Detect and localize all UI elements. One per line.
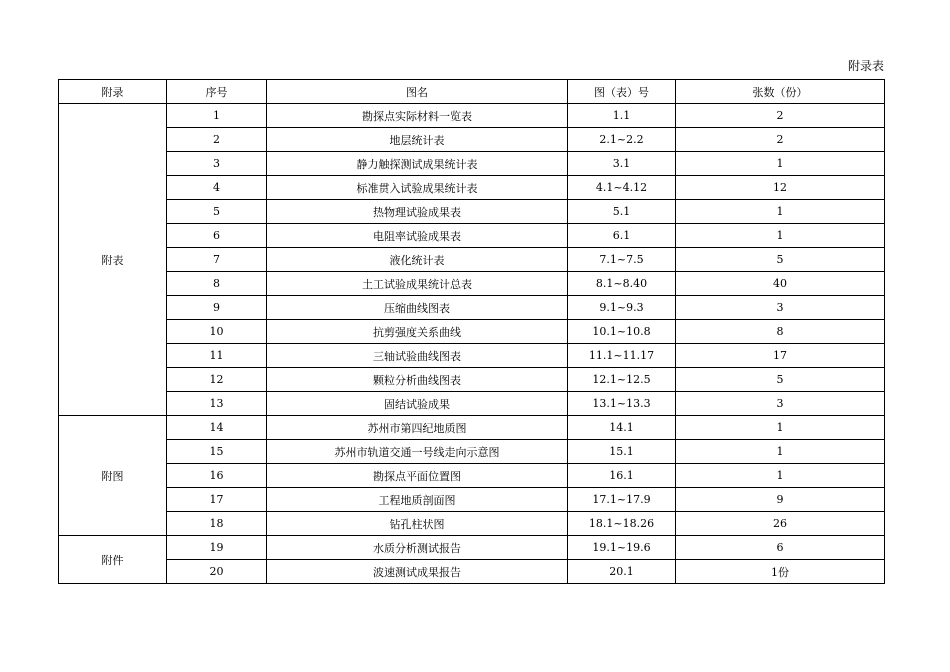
- item-code-cell: 6.1: [568, 224, 676, 248]
- item-count-cell: 1: [676, 464, 885, 488]
- item-name-cell: 液化统计表: [267, 248, 568, 272]
- item-code-cell: 9.1~9.3: [568, 296, 676, 320]
- table-row: [59, 176, 885, 200]
- group-label-cell: 附图: [59, 416, 167, 536]
- row-number-cell: 15: [167, 440, 267, 464]
- item-code-cell: 4.1~4.12: [568, 176, 676, 200]
- item-code-cell: 17.1~17.9: [568, 488, 676, 512]
- row-number-cell: 17: [167, 488, 267, 512]
- table-row: [59, 512, 885, 536]
- page-title: 附录表: [847, 59, 884, 73]
- item-code-cell: 1.1: [568, 104, 676, 128]
- item-name-cell: 勘探点平面位置图: [267, 464, 568, 488]
- item-count-cell: 3: [676, 392, 885, 416]
- item-name-cell: 静力触探测试成果统计表: [267, 152, 568, 176]
- column-header-count: 张数（份）: [676, 80, 885, 104]
- table-row: [59, 296, 885, 320]
- table-row: [59, 560, 885, 584]
- item-code-cell: 18.1~18.26: [568, 512, 676, 536]
- item-count-cell: 40: [676, 272, 885, 296]
- table-row: [59, 200, 885, 224]
- row-number-cell: 12: [167, 368, 267, 392]
- item-name-cell: 波速测试成果报告: [267, 560, 568, 584]
- item-count-cell: 1: [676, 224, 885, 248]
- table-row: [59, 488, 885, 512]
- item-code-cell: 20.1: [568, 560, 676, 584]
- item-code-cell: 11.1~11.17: [568, 344, 676, 368]
- item-count-cell: 1: [676, 200, 885, 224]
- item-count-cell: 26: [676, 512, 885, 536]
- item-name-cell: 标准贯入试验成果统计表: [267, 176, 568, 200]
- table-row: [59, 272, 885, 296]
- header-row: [59, 80, 885, 104]
- table-row: [59, 128, 885, 152]
- item-count-cell: 12: [676, 176, 885, 200]
- item-name-cell: 苏州市轨道交通一号线走向示意图: [267, 440, 568, 464]
- item-code-cell: 14.1: [568, 416, 676, 440]
- item-name-cell: 水质分析测试报告: [267, 536, 568, 560]
- item-count-cell: 6: [676, 536, 885, 560]
- item-count-cell: 1: [676, 416, 885, 440]
- group-label-cell: 附表: [59, 104, 167, 416]
- table-row: [59, 536, 885, 560]
- item-name-cell: 颗粒分析曲线图表: [267, 368, 568, 392]
- item-code-cell: 12.1~12.5: [568, 368, 676, 392]
- item-count-cell: 1份: [676, 560, 885, 584]
- row-number-cell: 13: [167, 392, 267, 416]
- table-body: [59, 104, 885, 584]
- item-code-cell: 5.1: [568, 200, 676, 224]
- row-number-cell: 8: [167, 272, 267, 296]
- table-row: [59, 248, 885, 272]
- table-header: [59, 80, 885, 104]
- row-number-cell: 7: [167, 248, 267, 272]
- item-count-cell: 3: [676, 296, 885, 320]
- column-header-number: 序号: [167, 80, 267, 104]
- item-name-cell: 三轴试验曲线图表: [267, 344, 568, 368]
- row-number-cell: 19: [167, 536, 267, 560]
- table-row: [59, 392, 885, 416]
- item-count-cell: 1: [676, 440, 885, 464]
- column-header-appendix: 附录: [59, 80, 167, 104]
- appendix-table: [58, 79, 885, 584]
- table-row: [59, 416, 885, 440]
- item-name-cell: 电阻率试验成果表: [267, 224, 568, 248]
- row-number-cell: 14: [167, 416, 267, 440]
- item-code-cell: 7.1~7.5: [568, 248, 676, 272]
- item-name-cell: 钻孔柱状图: [267, 512, 568, 536]
- table-row: [59, 320, 885, 344]
- item-name-cell: 苏州市第四纪地质图: [267, 416, 568, 440]
- row-number-cell: 20: [167, 560, 267, 584]
- row-number-cell: 2: [167, 128, 267, 152]
- row-number-cell: 18: [167, 512, 267, 536]
- table-row: [59, 464, 885, 488]
- table-row: [59, 440, 885, 464]
- item-name-cell: 地层统计表: [267, 128, 568, 152]
- item-code-cell: 2.1~2.2: [568, 128, 676, 152]
- item-name-cell: 勘探点实际材料一览表: [267, 104, 568, 128]
- item-name-cell: 固结试验成果: [267, 392, 568, 416]
- item-name-cell: 工程地质剖面图: [267, 488, 568, 512]
- item-code-cell: 15.1: [568, 440, 676, 464]
- column-header-code: 图（表）号: [568, 80, 676, 104]
- table-row: [59, 368, 885, 392]
- item-code-cell: 19.1~19.6: [568, 536, 676, 560]
- row-number-cell: 9: [167, 296, 267, 320]
- group-label-cell: 附件: [59, 536, 167, 584]
- table-row: [59, 224, 885, 248]
- item-count-cell: 17: [676, 344, 885, 368]
- item-count-cell: 8: [676, 320, 885, 344]
- row-number-cell: 10: [167, 320, 267, 344]
- item-count-cell: 1: [676, 152, 885, 176]
- item-count-cell: 5: [676, 248, 885, 272]
- row-number-cell: 4: [167, 176, 267, 200]
- item-count-cell: 5: [676, 368, 885, 392]
- item-code-cell: 8.1~8.40: [568, 272, 676, 296]
- column-header-title: 图名: [267, 80, 568, 104]
- table-row: [59, 344, 885, 368]
- table-row: [59, 104, 885, 128]
- item-code-cell: 16.1: [568, 464, 676, 488]
- item-code-cell: 13.1~13.3: [568, 392, 676, 416]
- row-number-cell: 1: [167, 104, 267, 128]
- item-name-cell: 压缩曲线图表: [267, 296, 568, 320]
- item-count-cell: 9: [676, 488, 885, 512]
- row-number-cell: 11: [167, 344, 267, 368]
- item-code-cell: 3.1: [568, 152, 676, 176]
- row-number-cell: 5: [167, 200, 267, 224]
- table-row: [59, 152, 885, 176]
- item-name-cell: 热物理试验成果表: [267, 200, 568, 224]
- row-number-cell: 16: [167, 464, 267, 488]
- row-number-cell: 6: [167, 224, 267, 248]
- item-count-cell: 2: [676, 128, 885, 152]
- item-code-cell: 10.1~10.8: [568, 320, 676, 344]
- item-name-cell: 土工试验成果统计总表: [267, 272, 568, 296]
- item-count-cell: 2: [676, 104, 885, 128]
- row-number-cell: 3: [167, 152, 267, 176]
- item-name-cell: 抗剪强度关系曲线: [267, 320, 568, 344]
